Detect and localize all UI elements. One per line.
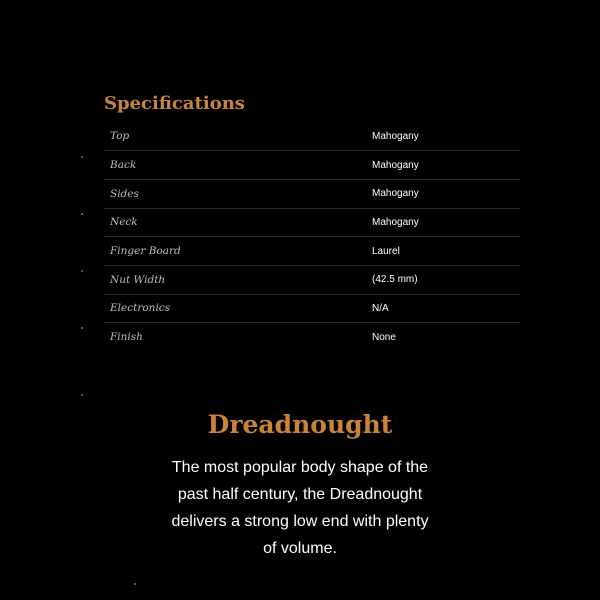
decorative-dot: [81, 327, 83, 329]
body-shape-description: The most popular body shape of the past half century, the Dreadnought delivers a strong low end with plenty of volume.: [171, 459, 429, 557]
spec-row-finish: [104, 323, 520, 352]
spec-row-electronics: [104, 294, 520, 323]
spec-value: Mahogany: [372, 159, 419, 171]
spec-row-finger-board: [104, 237, 520, 266]
specifications-section: [104, 92, 520, 352]
spec-value: None: [372, 331, 396, 343]
spec-row-sides: [104, 179, 520, 208]
spec-label: Neck: [110, 216, 138, 229]
spec-value: Mahogany: [372, 188, 419, 200]
spec-label: Nut Width: [110, 273, 166, 286]
spec-label: Finish: [110, 331, 143, 344]
spec-label: Electronics: [110, 302, 171, 315]
body-shape-feature: [130, 408, 470, 562]
spec-value: (42.5 mm): [372, 274, 418, 286]
spec-value: N/A: [372, 302, 389, 314]
specifications-heading: Specifications: [104, 93, 245, 114]
spec-label: Sides: [110, 187, 139, 200]
decorative-dot: [81, 156, 83, 158]
spec-row-neck: [104, 208, 520, 237]
decorative-dot: [81, 270, 83, 272]
specifications-table: [104, 122, 520, 352]
spec-value: Laurel: [372, 245, 400, 257]
decorative-dot: [81, 213, 83, 215]
spec-row-back: [104, 151, 520, 180]
spec-label: Finger Board: [110, 245, 181, 258]
decorative-dot: [134, 583, 136, 585]
body-shape-title: Dreadnought: [207, 410, 393, 439]
spec-label: Back: [110, 159, 137, 172]
spec-value: Mahogany: [372, 130, 419, 142]
spec-row-nut-width: [104, 265, 520, 294]
decorative-dot: [81, 394, 83, 396]
spec-value: Mahogany: [372, 216, 419, 228]
spec-row-top: [104, 122, 520, 151]
spec-label: Top: [110, 130, 130, 143]
